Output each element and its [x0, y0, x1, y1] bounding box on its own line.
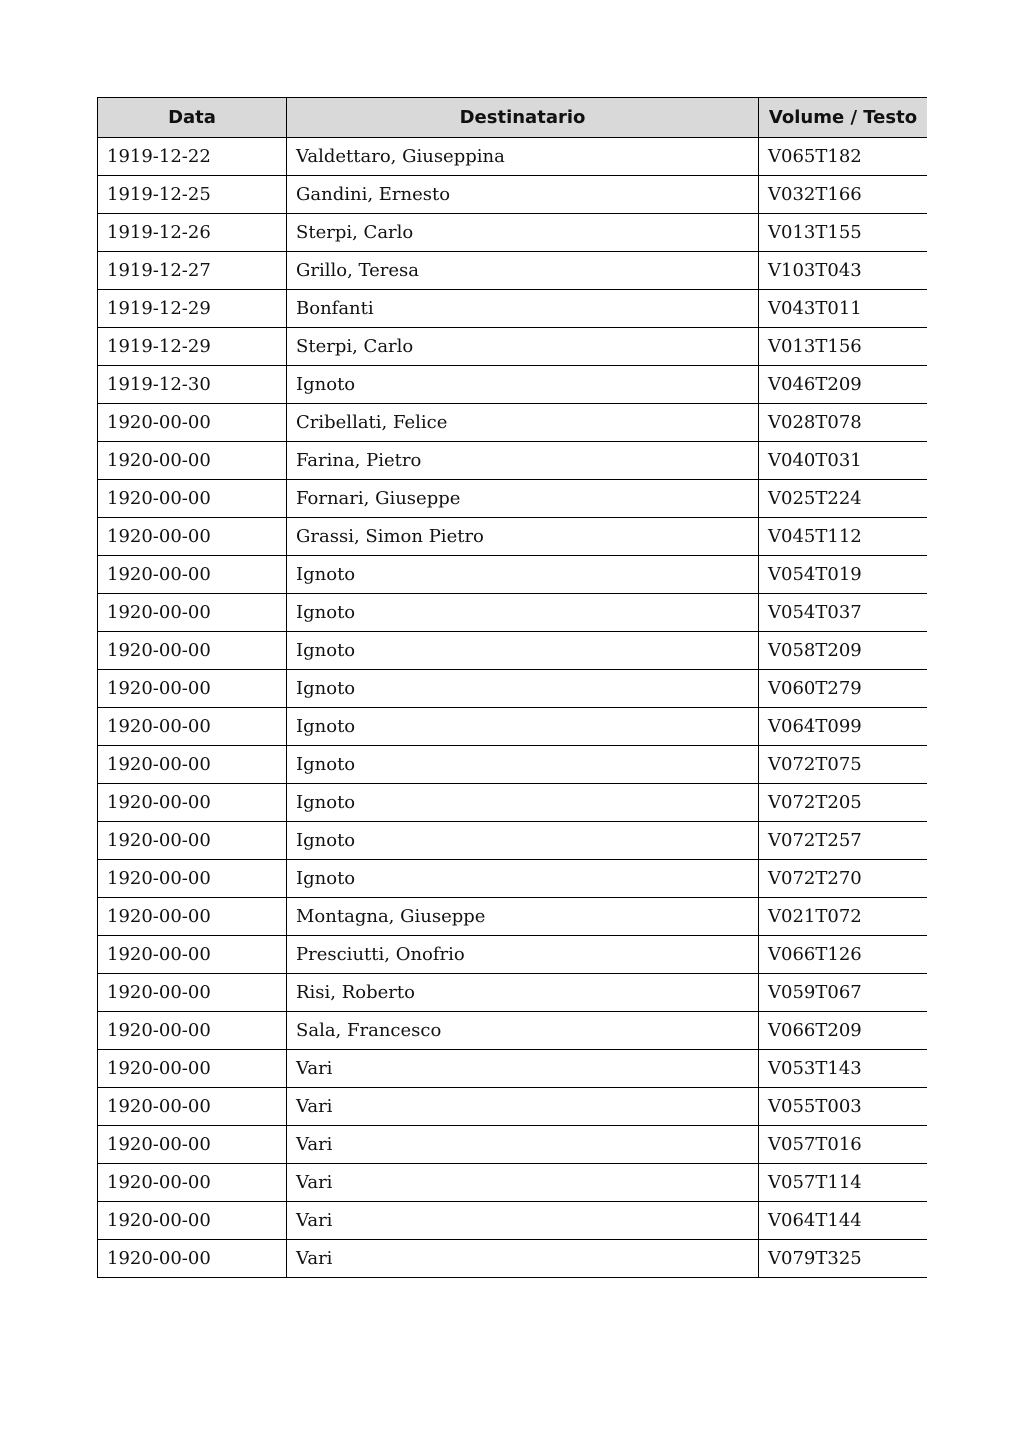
- cell-data: 1920-00-00: [98, 1126, 287, 1164]
- cell-data: 1919-12-30: [98, 366, 287, 404]
- cell-destinatario: Sterpi, Carlo: [287, 328, 759, 366]
- table-row: [98, 708, 928, 746]
- cell-destinatario: Ignoto: [287, 860, 759, 898]
- cell-destinatario: Ignoto: [287, 594, 759, 632]
- cell-destinatario: Vari: [287, 1126, 759, 1164]
- cell-data: 1920-00-00: [98, 670, 287, 708]
- cell-volume-testo: V025T224: [759, 480, 928, 518]
- cell-destinatario: Risi, Roberto: [287, 974, 759, 1012]
- table-row: [98, 176, 928, 214]
- table-row: [98, 784, 928, 822]
- header-destinatario: Destinatario: [287, 98, 759, 138]
- cell-data: 1920-00-00: [98, 442, 287, 480]
- cell-destinatario: Bonfanti: [287, 290, 759, 328]
- cell-volume-testo: V065T182: [759, 138, 928, 176]
- cell-destinatario: Sala, Francesco: [287, 1012, 759, 1050]
- cell-destinatario: Ignoto: [287, 784, 759, 822]
- cell-destinatario: Ignoto: [287, 556, 759, 594]
- table-row: [98, 366, 928, 404]
- cell-data: 1920-00-00: [98, 480, 287, 518]
- cell-volume-testo: V079T325: [759, 1240, 928, 1278]
- table-body: [98, 138, 928, 1278]
- table-header: [98, 98, 928, 138]
- cell-destinatario: Ignoto: [287, 746, 759, 784]
- cell-data: 1920-00-00: [98, 860, 287, 898]
- cell-destinatario: Ignoto: [287, 366, 759, 404]
- cell-destinatario: Valdettaro, Giuseppina: [287, 138, 759, 176]
- cell-destinatario: Sterpi, Carlo: [287, 214, 759, 252]
- cell-volume-testo: V055T003: [759, 1088, 928, 1126]
- cell-destinatario: Presciutti, Onofrio: [287, 936, 759, 974]
- cell-destinatario: Vari: [287, 1050, 759, 1088]
- cell-data: 1920-00-00: [98, 784, 287, 822]
- cell-data: 1920-00-00: [98, 594, 287, 632]
- cell-data: 1920-00-00: [98, 822, 287, 860]
- table-row: [98, 898, 928, 936]
- table-row: [98, 1202, 928, 1240]
- cell-volume-testo: V054T019: [759, 556, 928, 594]
- cell-data: 1919-12-29: [98, 328, 287, 366]
- cell-volume-testo: V057T016: [759, 1126, 928, 1164]
- cell-data: 1919-12-22: [98, 138, 287, 176]
- cell-volume-testo: V013T156: [759, 328, 928, 366]
- cell-volume-testo: V046T209: [759, 366, 928, 404]
- table-row: [98, 822, 928, 860]
- cell-volume-testo: V059T067: [759, 974, 928, 1012]
- table-row: [98, 480, 928, 518]
- cell-destinatario: Vari: [287, 1240, 759, 1278]
- cell-data: 1919-12-26: [98, 214, 287, 252]
- cell-destinatario: Vari: [287, 1164, 759, 1202]
- cell-data: 1919-12-27: [98, 252, 287, 290]
- table-row: [98, 328, 928, 366]
- cell-destinatario: Grassi, Simon Pietro: [287, 518, 759, 556]
- table-row: [98, 1126, 928, 1164]
- cell-destinatario: Ignoto: [287, 670, 759, 708]
- cell-volume-testo: V045T112: [759, 518, 928, 556]
- cell-volume-testo: V032T166: [759, 176, 928, 214]
- cell-data: 1920-00-00: [98, 518, 287, 556]
- cell-data: 1920-00-00: [98, 1050, 287, 1088]
- table-row: [98, 746, 928, 784]
- cell-volume-testo: V053T143: [759, 1050, 928, 1088]
- cell-data: 1920-00-00: [98, 1164, 287, 1202]
- cell-volume-testo: V060T279: [759, 670, 928, 708]
- table-container: [97, 97, 927, 1312]
- table-row: [98, 1088, 928, 1126]
- table-row: [98, 632, 928, 670]
- cell-data: 1920-00-00: [98, 898, 287, 936]
- table-row: [98, 860, 928, 898]
- cell-data: 1920-00-00: [98, 1012, 287, 1050]
- cell-destinatario: Ignoto: [287, 632, 759, 670]
- table-row: [98, 1164, 928, 1202]
- cell-destinatario: Montagna, Giuseppe: [287, 898, 759, 936]
- table-row: [98, 252, 928, 290]
- table-row: [98, 670, 928, 708]
- cell-destinatario: Grillo, Teresa: [287, 252, 759, 290]
- cell-data: 1919-12-29: [98, 290, 287, 328]
- cell-destinatario: Cribellati, Felice: [287, 404, 759, 442]
- cell-volume-testo: V072T205: [759, 784, 928, 822]
- cell-volume-testo: V028T078: [759, 404, 928, 442]
- cell-volume-testo: V058T209: [759, 632, 928, 670]
- cell-volume-testo: V072T270: [759, 860, 928, 898]
- cell-volume-testo: V013T155: [759, 214, 928, 252]
- table-row: [98, 404, 928, 442]
- table-row: [98, 518, 928, 556]
- header-row: [98, 98, 928, 138]
- header-volume-testo: Volume / Testo: [759, 98, 928, 138]
- cell-destinatario: Ignoto: [287, 708, 759, 746]
- cell-data: 1920-00-00: [98, 632, 287, 670]
- header-data: Data: [98, 98, 287, 138]
- cell-destinatario: Fornari, Giuseppe: [287, 480, 759, 518]
- cell-volume-testo: V021T072: [759, 898, 928, 936]
- cell-volume-testo: V054T037: [759, 594, 928, 632]
- cell-volume-testo: V072T257: [759, 822, 928, 860]
- cell-volume-testo: V057T114: [759, 1164, 928, 1202]
- cell-volume-testo: V066T209: [759, 1012, 928, 1050]
- cell-volume-testo: V066T126: [759, 936, 928, 974]
- cell-volume-testo: V064T099: [759, 708, 928, 746]
- cell-destinatario: Farina, Pietro: [287, 442, 759, 480]
- table-row: [98, 442, 928, 480]
- letters-table: [97, 97, 927, 1278]
- cell-data: 1920-00-00: [98, 936, 287, 974]
- cell-destinatario: Vari: [287, 1088, 759, 1126]
- cell-volume-testo: V072T075: [759, 746, 928, 784]
- cell-destinatario: Gandini, Ernesto: [287, 176, 759, 214]
- table-row: [98, 594, 928, 632]
- cell-destinatario: Ignoto: [287, 822, 759, 860]
- cell-volume-testo: V040T031: [759, 442, 928, 480]
- cell-data: 1920-00-00: [98, 746, 287, 784]
- table-row: [98, 290, 928, 328]
- cell-volume-testo: V043T011: [759, 290, 928, 328]
- cell-data: 1920-00-00: [98, 556, 287, 594]
- table-row: [98, 1012, 928, 1050]
- table-row: [98, 214, 928, 252]
- cell-data: 1920-00-00: [98, 1202, 287, 1240]
- table-row: [98, 138, 928, 176]
- cell-volume-testo: V064T144: [759, 1202, 928, 1240]
- cell-data: 1920-00-00: [98, 708, 287, 746]
- table-row: [98, 1240, 928, 1278]
- cell-data: 1920-00-00: [98, 974, 287, 1012]
- table-row: [98, 974, 928, 1012]
- cell-volume-testo: V103T043: [759, 252, 928, 290]
- cell-data: 1920-00-00: [98, 1240, 287, 1278]
- table-row: [98, 556, 928, 594]
- cell-data: 1920-00-00: [98, 404, 287, 442]
- cell-destinatario: Vari: [287, 1202, 759, 1240]
- table-row: [98, 1050, 928, 1088]
- cell-data: 1920-00-00: [98, 1088, 287, 1126]
- cell-data: 1919-12-25: [98, 176, 287, 214]
- table-row: [98, 936, 928, 974]
